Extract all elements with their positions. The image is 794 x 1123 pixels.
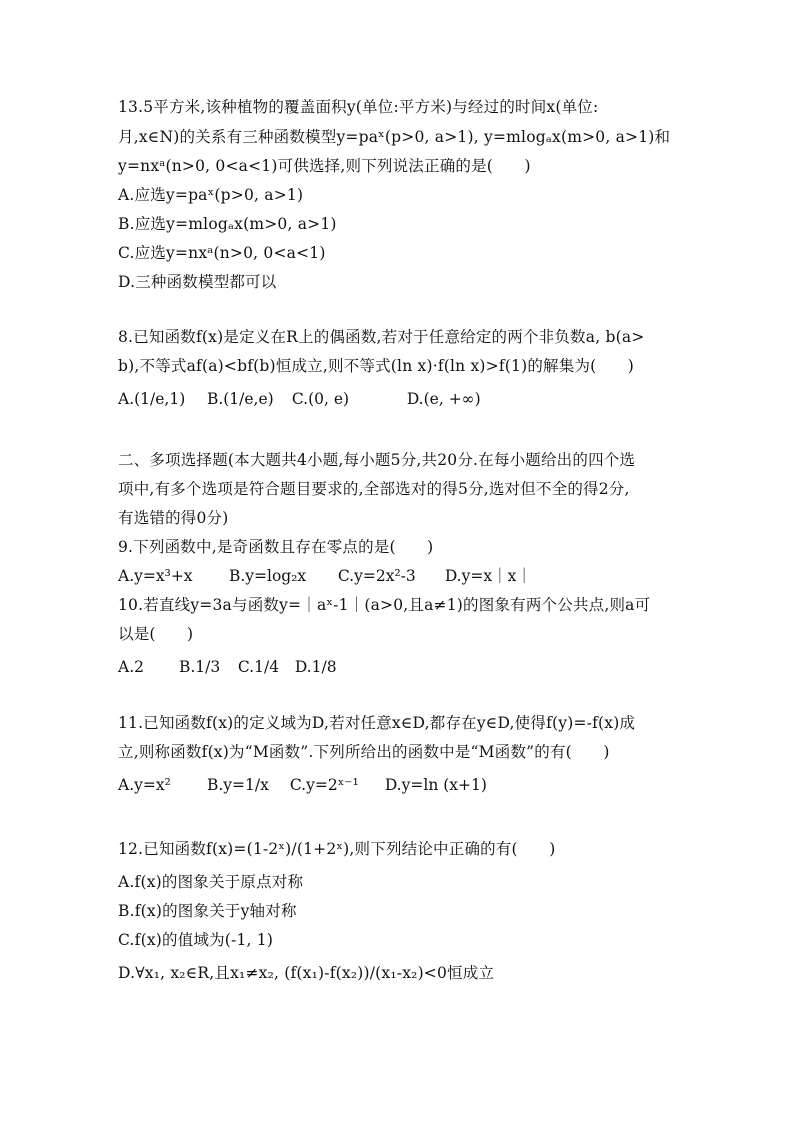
q11-stem-line-1: 11.已知函数f(x)的定义域为D,若对任意x∈D,都存在y∈D,使得f(y)=-f(x)成 [118, 714, 636, 732]
q9-option-a: A.y=x³+x [118, 567, 193, 585]
q7-option-a: A.应选y=paˣ(p>0, a>1) [118, 186, 304, 204]
q8-stem-line-2: b),不等式af(a)<bf(b)恒成立,则不等式(ln x)·f(ln x)>f(1)的解集为( ) [118, 357, 635, 375]
q8-stem-line-1: 8.已知函数f(x)是定义在R上的偶函数,若对于任意给定的两个非负数a, b(a> [118, 328, 645, 346]
q12-option-d: D.∀x₁, x₂∈R,且x₁≠x₂, (f(x₁)-f(x₂))/(x₁-x₂)<0恒成立 [118, 964, 495, 982]
q7-option-b: B.应选y=mlogₐx(m>0, a>1) [118, 215, 337, 233]
q7-stem-line-2: 月,x∈N)的关系有三种函数模型y=paˣ(p>0, a>1), y=mlogₐx(m>0, a>1)和 [118, 128, 671, 146]
section-2-header-line-3: 有选错的得0分) [118, 509, 229, 527]
q12-option-c: C.f(x)的值域为(-1, 1) [118, 931, 274, 949]
q11-option-a: A.y=x² [118, 776, 171, 794]
q8-option-b: B.(1/e,e) [206, 390, 274, 408]
section-2-header-line-2: 项中,有多个选项是符合题目要求的,全部选对的得5分,选对但不全的得2分, [118, 480, 630, 498]
q11-option-b: B.y=1/x [206, 776, 269, 794]
q8-options [118, 388, 481, 410]
q10-option-a: A.2 [118, 658, 144, 676]
q12-option-b: B.f(x)的图象关于y轴对称 [118, 902, 297, 920]
q10-option-d: D.1/8 [294, 658, 337, 676]
q10-stem-line-2: 以是( ) [118, 625, 194, 643]
q9-options [118, 565, 532, 587]
q7-stem-line-1: 13.5平方米,该种植物的覆盖面积y(单位:平方米)与经过的时间x(单位: [118, 98, 599, 116]
q11-option-d: D.y=ln (x+1) [384, 776, 487, 794]
q9-option-d: D.y=x｜x｜ [444, 567, 532, 585]
q11-stem-line-2: 立,则称函数f(x)为“M函数”.下列所给出的函数中是“M函数”的有( ) [118, 743, 610, 761]
q9-stem: 9.下列函数中,是奇函数且存在零点的是( ) [118, 538, 434, 556]
section-2-header-line-1: 二、多项选择题(本大题共4小题,每小题5分,共20分.在每小题给出的四个选 [118, 451, 636, 469]
q10-stem-line-1: 10.若直线y=3a与函数y=｜aˣ-1｜(a>0,且a≠1)的图象有两个公共点,则a可 [118, 596, 651, 614]
q11-options [118, 774, 487, 796]
q12-stem: 12.已知函数f(x)=(1-2ˣ)/(1+2ˣ),则下列结论中正确的有( ) [118, 840, 556, 858]
q8-option-d: D.(e, +∞) [406, 390, 481, 408]
q9-option-c: C.y=2x²-3 [337, 567, 416, 585]
q7-stem-line-3: y=nxᵃ(n>0, 0<a<1)可供选择,则下列说法正确的是( ) [118, 157, 531, 175]
q7-option-d: D.三种函数模型都可以 [118, 273, 277, 291]
q10-option-c: C.1/4 [237, 658, 280, 676]
q7-option-c: C.应选y=nxᵃ(n>0, 0<a<1) [118, 244, 326, 262]
q10-options [118, 656, 337, 678]
q8-option-c: C.(0, e) [291, 390, 350, 408]
q11-option-c: C.y=2ˣ⁻¹ [289, 776, 359, 794]
q12-option-a: A.f(x)的图象关于原点对称 [118, 873, 304, 891]
q8-option-a: A.(1/e,1) [118, 390, 186, 408]
q10-option-b: B.1/3 [178, 658, 221, 676]
q9-option-b: B.y=log₂x [228, 567, 307, 585]
